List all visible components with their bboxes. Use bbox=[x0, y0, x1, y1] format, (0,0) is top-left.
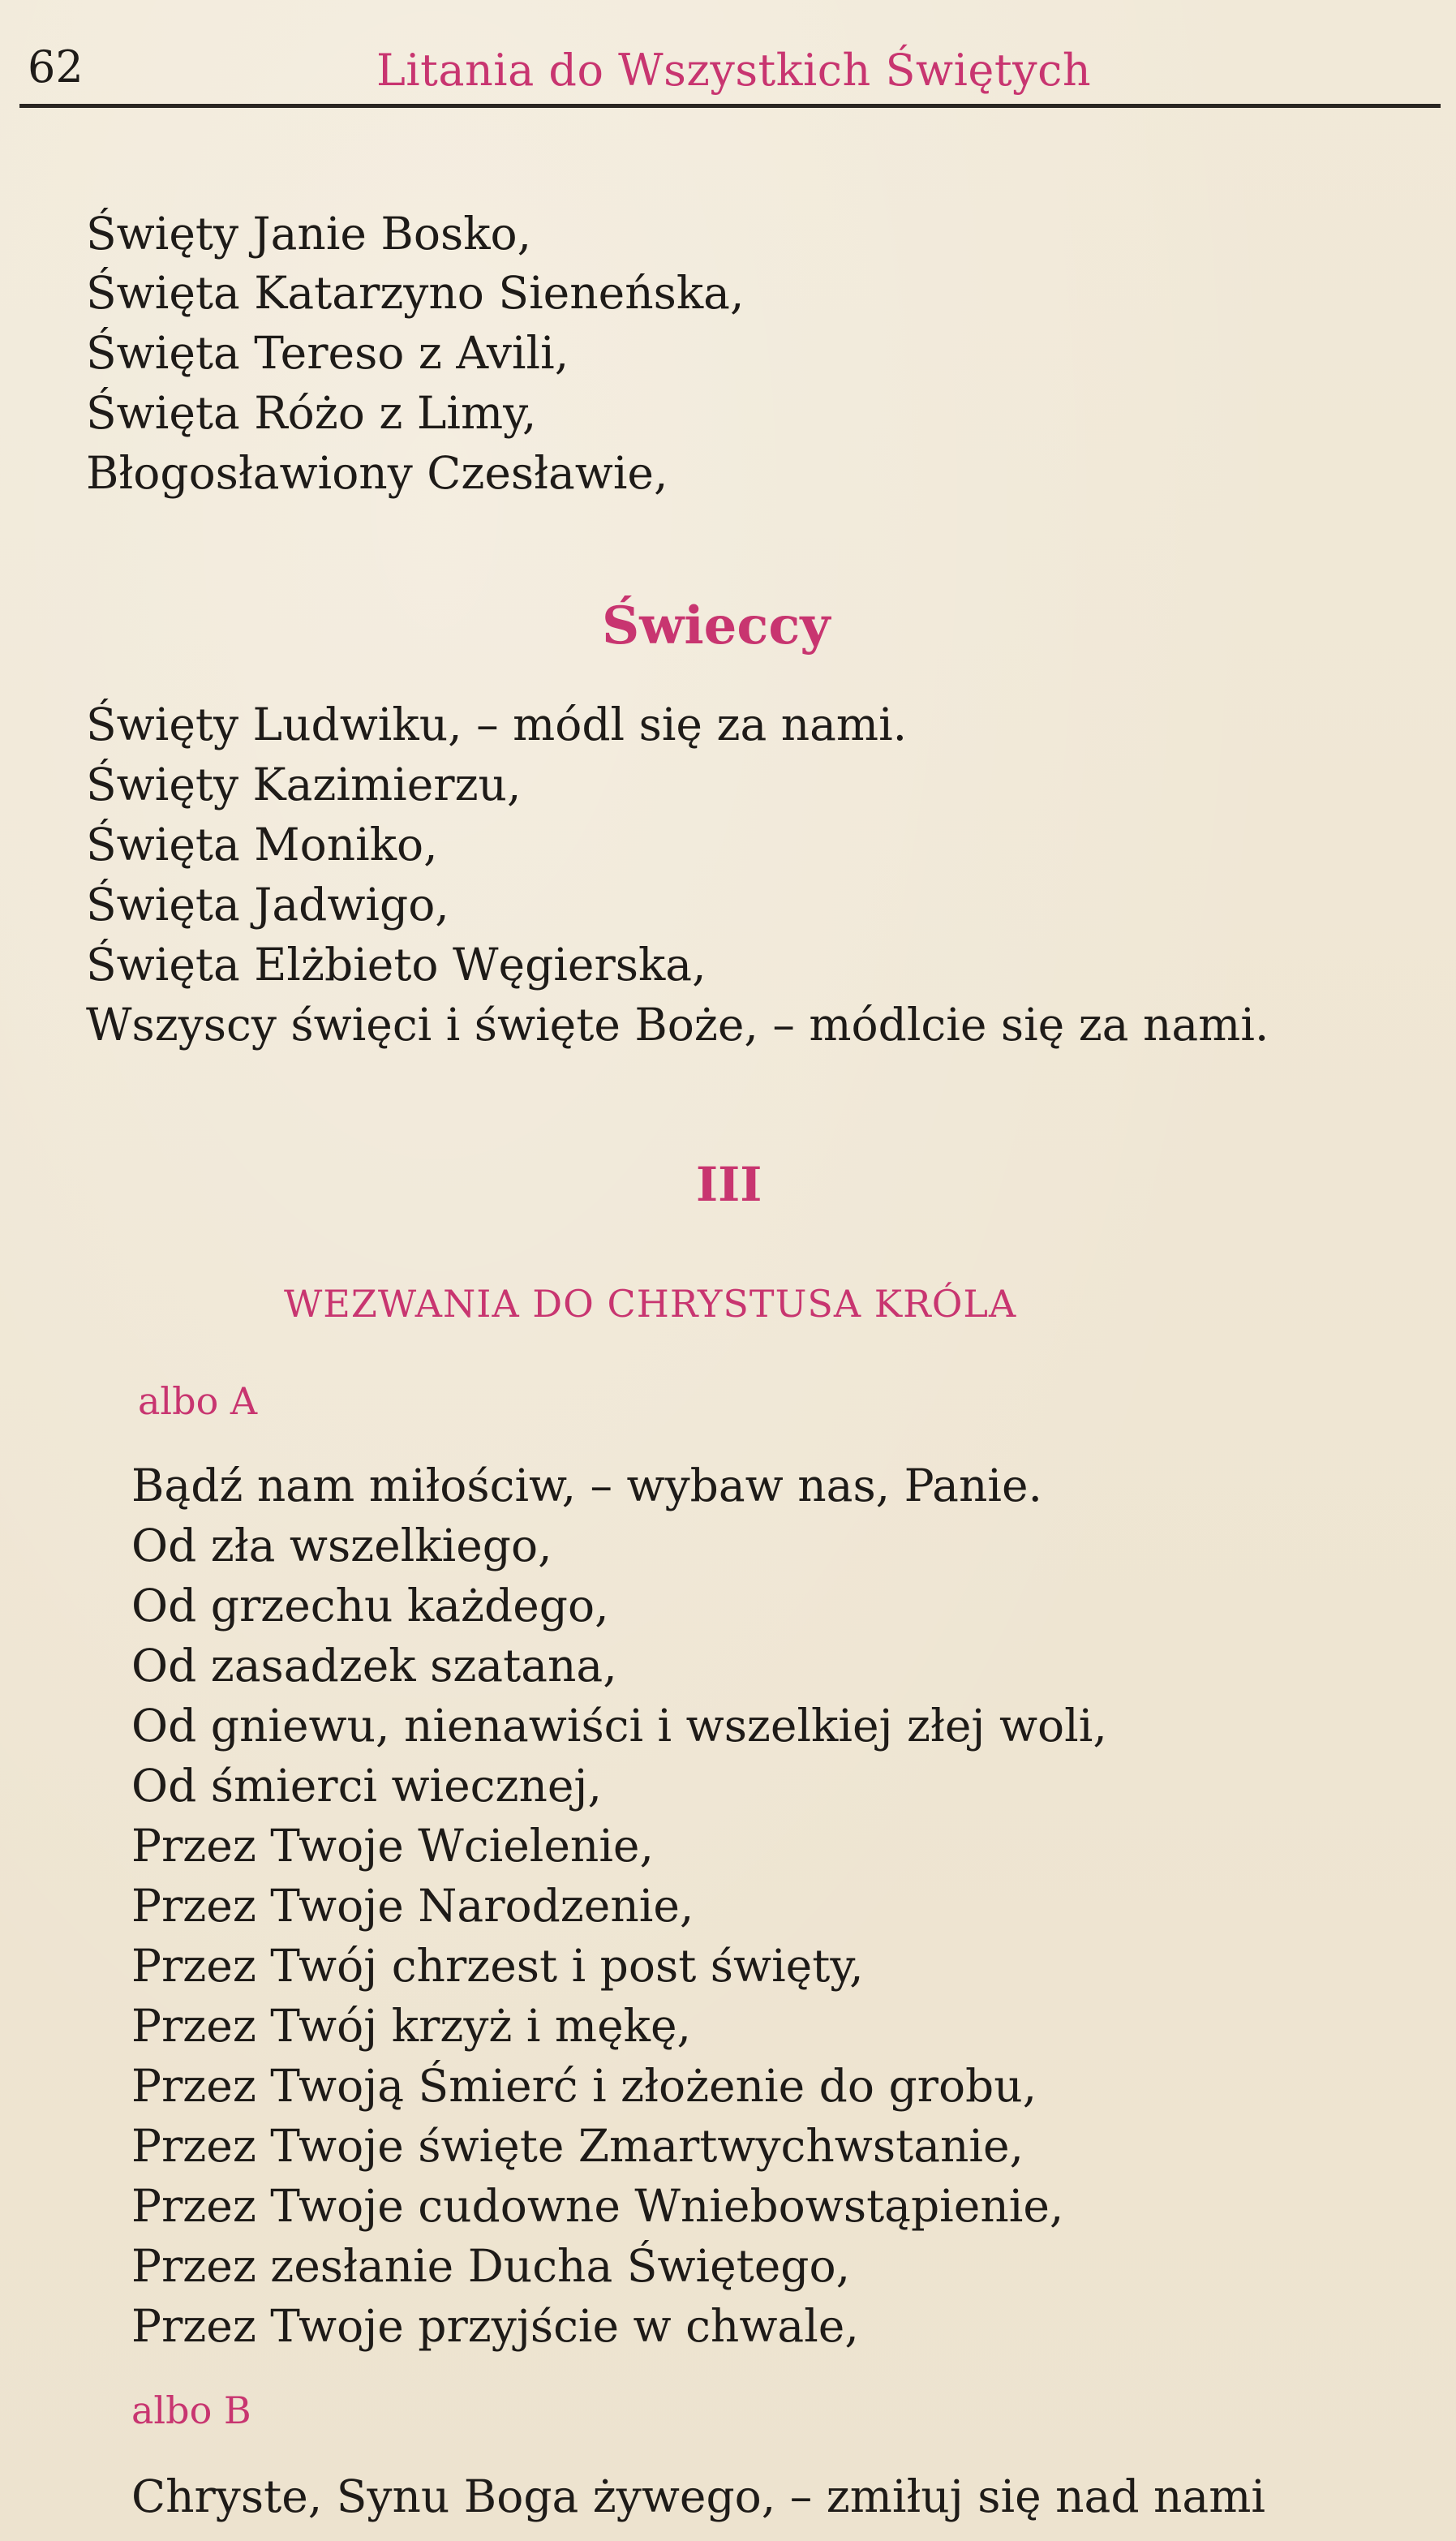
litany-line: Od grzechu każdego, bbox=[131, 1580, 609, 1632]
litany-line: Święta Różo z Limy, bbox=[86, 387, 537, 439]
running-title: Litania do Wszystkich Świętych bbox=[376, 45, 1092, 96]
litany-line: Przez zesłanie Ducha Świętego, bbox=[131, 2240, 851, 2292]
litany-line: Chryste, Synu Boga żywego, – zmiłuj się nad nami bbox=[131, 2470, 1265, 2522]
litany-line: Święty Ludwiku, – módl się za nami. bbox=[86, 699, 908, 750]
litany-line: Wszyscy święci i święte Boże, – módlcie się za nami. bbox=[86, 999, 1269, 1051]
litany-line: Święta Tereso z Avili, bbox=[86, 327, 569, 379]
litany-line: Przez Twoje cudowne Wniebowstąpienie, bbox=[131, 2180, 1064, 2232]
variant-label-b: albo B bbox=[131, 2388, 251, 2432]
litany-line: Święty Kazimierzu, bbox=[86, 759, 522, 810]
litany-line: Przez Twoje święte Zmartwychwstanie, bbox=[131, 2120, 1024, 2172]
litany-line: Przez Twoje Wcielenie, bbox=[131, 1820, 654, 1872]
litany-line: Od zasadzek szatana, bbox=[131, 1640, 617, 1692]
litany-line: Przez Twój chrzest i post święty, bbox=[131, 1940, 864, 1992]
litany-line: Święta Katarzyno Sieneńska, bbox=[86, 267, 745, 319]
page-header bbox=[19, 31, 1441, 108]
litany-line: Święta Elżbieto Węgierska, bbox=[86, 939, 707, 991]
litany-line: Błogosławiony Czesławie, bbox=[86, 447, 668, 499]
litany-line: Święty Janie Bosko, bbox=[86, 208, 532, 260]
litany-line: Od gniewu, nienawiści i wszelkiej złej woli, bbox=[131, 1700, 1107, 1752]
section-title: WEZWANIA DO CHRYSTUSA KRÓLA bbox=[284, 1282, 1017, 1326]
page-number: 62 bbox=[28, 41, 84, 92]
litany-line: Od zła wszelkiego, bbox=[131, 1520, 552, 1571]
litany-line: Święta Moniko, bbox=[86, 819, 438, 871]
litany-line: Święta Jadwigo, bbox=[86, 879, 449, 931]
litany-line: Przez Twoją Śmierć i złożenie do grobu, bbox=[131, 2060, 1037, 2112]
section-number: III bbox=[696, 1157, 762, 1212]
litany-line: Przez Twój krzyż i mękę, bbox=[131, 2000, 691, 2052]
litany-line: Od śmierci wiecznej, bbox=[131, 1760, 602, 1812]
section-title: Świeccy bbox=[602, 595, 831, 656]
variant-label-a: albo A bbox=[138, 1379, 258, 1423]
litany-line: Przez Twoje przyjście w chwale, bbox=[131, 2300, 859, 2352]
litany-line: Przez Twoje Narodzenie, bbox=[131, 1880, 694, 1932]
litany-line: Bądź nam miłościw, – wybaw nas, Panie. bbox=[131, 1460, 1043, 1511]
